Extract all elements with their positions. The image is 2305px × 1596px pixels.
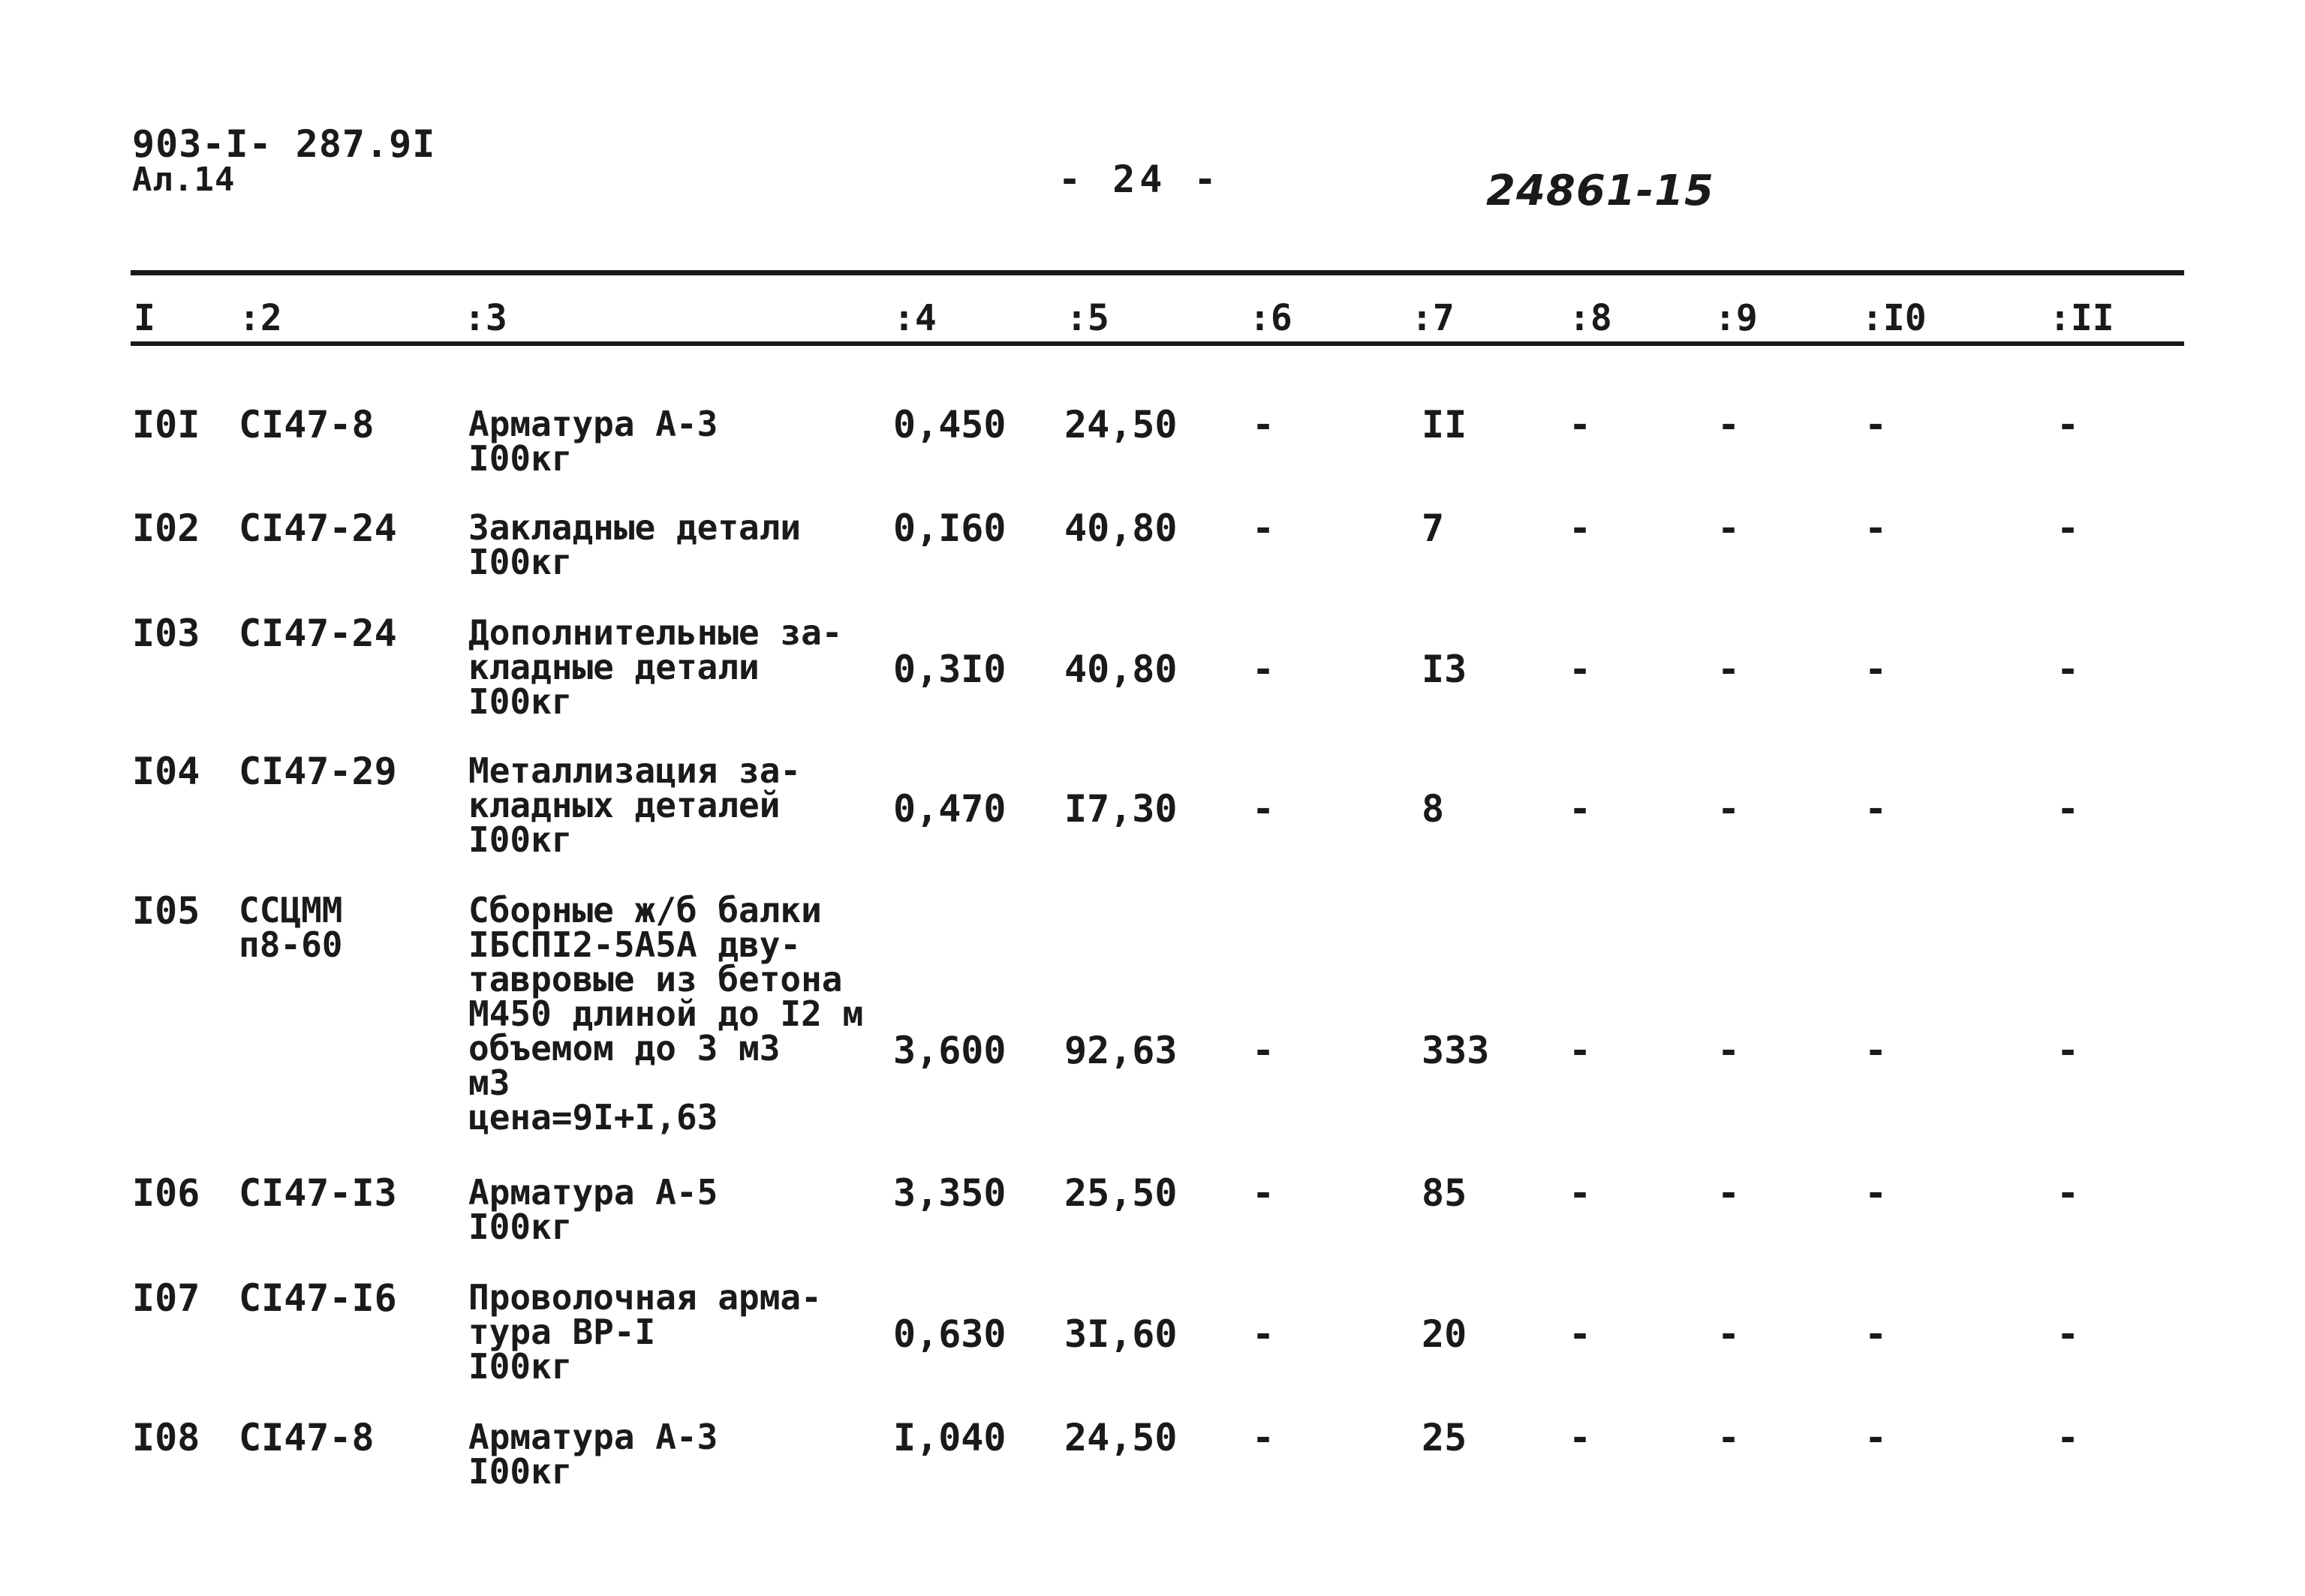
row-col4: 0,3I0: [893, 648, 1007, 691]
column-header: :II: [2049, 297, 2114, 339]
row-col8: -: [1569, 1416, 1592, 1459]
row-col7: I3: [1422, 648, 1467, 691]
row-col4: 3,350: [893, 1171, 1007, 1215]
row-col8: -: [1569, 648, 1592, 691]
row-col8: -: [1569, 1312, 1592, 1356]
column-header: I: [134, 297, 155, 339]
row-col4: 0,470: [893, 787, 1007, 831]
row-description: Дополнительные за- кладные детали I00кг: [468, 612, 843, 722]
row-col5: 92,63: [1064, 1029, 1178, 1072]
row-col8: -: [1569, 1029, 1592, 1072]
row-col9: -: [1717, 1416, 1741, 1459]
row-col7: 85: [1422, 1171, 1467, 1215]
row-code: CI47-I3: [239, 1171, 397, 1215]
row-col6: -: [1252, 506, 1275, 550]
row-col5: 40,80: [1064, 506, 1178, 550]
row-col10: -: [1864, 648, 1888, 691]
row-col11: -: [2057, 1171, 2080, 1215]
row-col4: 0,630: [893, 1312, 1007, 1356]
row-col10: -: [1864, 1029, 1888, 1072]
row-col10: -: [1864, 506, 1888, 550]
row-col7: 8: [1422, 787, 1445, 831]
row-col7: 20: [1422, 1312, 1467, 1356]
row-col7: 25: [1422, 1416, 1467, 1459]
row-col11: -: [2057, 1416, 2080, 1459]
column-header: :6: [1249, 297, 1292, 339]
row-col9: -: [1717, 648, 1741, 691]
row-number: I07: [132, 1276, 200, 1320]
row-col6: -: [1252, 1416, 1275, 1459]
row-col4: 3,600: [893, 1029, 1007, 1072]
row-col6: -: [1252, 787, 1275, 831]
table-top-rule: [131, 270, 2184, 275]
row-number: I06: [132, 1171, 200, 1215]
row-code: CI47-I6: [239, 1276, 397, 1320]
row-col11: -: [2057, 648, 2080, 691]
column-header: :I0: [1861, 297, 1927, 339]
row-description: Арматура А-5 I00кг: [468, 1172, 718, 1247]
row-col11: -: [2057, 787, 2080, 831]
row-description: Закладные детали I00кг: [468, 507, 802, 582]
row-col5: I7,30: [1064, 787, 1178, 831]
row-number: I02: [132, 506, 200, 550]
row-col10: -: [1864, 403, 1888, 446]
row-number: I04: [132, 750, 200, 793]
row-col10: -: [1864, 1312, 1888, 1356]
row-col10: -: [1864, 1416, 1888, 1459]
row-description: Арматура А-3 I00кг: [468, 1417, 718, 1492]
row-col5: 24,50: [1064, 1416, 1178, 1459]
row-col5: 24,50: [1064, 403, 1178, 446]
row-col7: 333: [1422, 1029, 1490, 1072]
row-col9: -: [1717, 1029, 1741, 1072]
row-col10: -: [1864, 787, 1888, 831]
row-col9: -: [1717, 403, 1741, 446]
row-col11: -: [2057, 1029, 2080, 1072]
row-col6: -: [1252, 1029, 1275, 1072]
row-col5: 3I,60: [1064, 1312, 1178, 1356]
row-description: Арматура А-3 I00кг: [468, 404, 718, 479]
row-number: I05: [132, 889, 200, 933]
row-col9: -: [1717, 1171, 1741, 1215]
row-col6: -: [1252, 1312, 1275, 1356]
row-description: Сборные ж/б балки IБСПI2-5А5А дву- тавровые из бетона М450 длиной до I2 м объемом до 3 м3 м3 цена=9I+I,63: [468, 890, 864, 1138]
column-header: :8: [1569, 297, 1612, 339]
row-col8: -: [1569, 787, 1592, 831]
row-code: CI47-8: [239, 403, 375, 446]
row-col6: -: [1252, 403, 1275, 446]
row-code: ССЦММ п8-60: [239, 890, 343, 965]
row-col4: 0,I60: [893, 506, 1007, 550]
column-header: :5: [1066, 297, 1109, 339]
row-col11: -: [2057, 506, 2080, 550]
row-col7: 7: [1422, 506, 1445, 550]
column-header: :3: [464, 297, 507, 339]
handwritten-code: 24861-15: [1486, 167, 1714, 215]
row-col9: -: [1717, 506, 1741, 550]
row-description: Металлизация за- кладных деталей I00кг: [468, 750, 802, 860]
row-col5: 40,80: [1064, 648, 1178, 691]
doc-id-block: [132, 122, 436, 199]
row-col4: I,040: [893, 1416, 1007, 1459]
row-col9: -: [1717, 1312, 1741, 1356]
row-col10: -: [1864, 1171, 1888, 1215]
column-header: :7: [1411, 297, 1455, 339]
table-header-rule: [131, 341, 2184, 346]
row-number: I0I: [132, 403, 200, 446]
row-col5: 25,50: [1064, 1171, 1178, 1215]
row-number: I03: [132, 612, 200, 655]
row-code: CI47-29: [239, 750, 397, 793]
row-col9: -: [1717, 787, 1741, 831]
column-header: :9: [1714, 297, 1758, 339]
row-code: CI47-24: [239, 612, 397, 655]
row-col6: -: [1252, 648, 1275, 691]
row-col8: -: [1569, 403, 1592, 446]
sheet-label: Ал.14: [132, 161, 236, 199]
row-col11: -: [2057, 403, 2080, 446]
column-header: :2: [239, 297, 282, 339]
row-code: CI47-24: [239, 506, 397, 550]
column-header: :4: [893, 297, 937, 339]
row-col8: -: [1569, 1171, 1592, 1215]
page-number: - 24 -: [1058, 158, 1221, 201]
row-code: CI47-8: [239, 1416, 375, 1459]
row-number: I08: [132, 1416, 200, 1459]
row-col4: 0,450: [893, 403, 1007, 446]
row-col6: -: [1252, 1171, 1275, 1215]
row-col11: -: [2057, 1312, 2080, 1356]
row-col8: -: [1569, 506, 1592, 550]
row-col7: II: [1422, 403, 1467, 446]
doc-number: 903-I- 287.9I: [132, 122, 436, 166]
row-description: Проволочная арма- тура ВР-I I00кг: [468, 1277, 822, 1387]
